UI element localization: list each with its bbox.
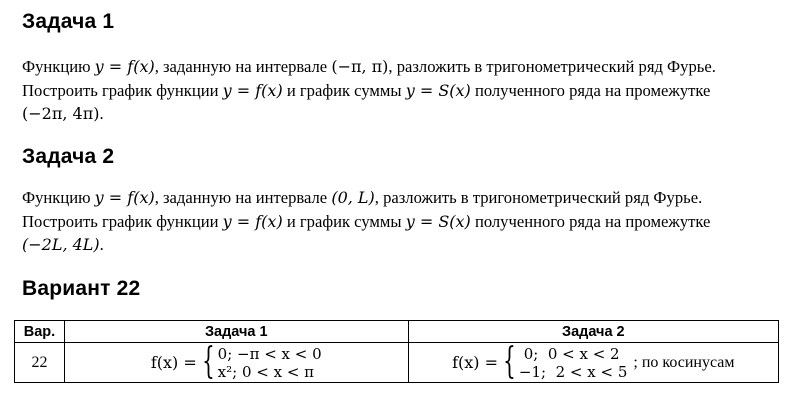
text-run: Построить график функции [22, 80, 223, 100]
text-run: , разложить в тригонометрический ряд Фурье. [388, 57, 716, 76]
text-run: полученного ряда на промежутке [470, 211, 711, 231]
variant-number: 22 [15, 343, 65, 383]
header-task1: Задача 1 [64, 321, 408, 343]
text-run: и график суммы [282, 80, 406, 100]
table-header-row [15, 321, 779, 343]
case-line: −1; 2 < x < 5 [518, 362, 628, 381]
text-run: , заданную на интервале [154, 57, 332, 76]
math-run: (0, L) [331, 188, 375, 207]
formula-lhs: f(x) = [150, 353, 197, 372]
task1-heading: Задача 1 [22, 10, 115, 33]
text-run: Построить график функции [22, 211, 223, 231]
formula-cases [218, 345, 322, 381]
task2-formula-cell [408, 340, 778, 383]
case-line: x²; 0 < x < π [217, 362, 315, 381]
math-run: (−π, π) [331, 57, 389, 76]
left-brace-icon: { [201, 340, 215, 382]
math-run: y = S(x) [405, 211, 471, 231]
case-line: 0; −π < x < 0 [217, 344, 322, 363]
task2-formula [452, 340, 735, 382]
text-run: , разложить в тригонометрический ряд Фурье. [374, 188, 703, 207]
variant-table [14, 320, 779, 383]
text-run: . [99, 104, 104, 123]
left-brace-icon: { [503, 340, 516, 382]
text-run: , заданную на интервале [154, 188, 332, 207]
math-run: (−2L, 4L) [22, 235, 100, 254]
math-run: y = f(x) [222, 80, 283, 100]
task1-line3 [22, 102, 782, 126]
text-run: Функцию [22, 188, 95, 207]
task2-line2 [22, 210, 782, 234]
table-row [15, 343, 779, 383]
task1-line1 [22, 55, 782, 79]
task2-text [22, 186, 782, 257]
task2-line3 [22, 233, 782, 257]
task1-formula [150, 340, 322, 382]
task2-line1 [22, 186, 782, 210]
formula-lhs: f(x) = [452, 353, 499, 372]
header-var: Вар. [15, 321, 65, 343]
header-task2: Задача 2 [408, 321, 778, 343]
math-run: (−2π, 4π) [22, 104, 100, 123]
formula-suffix: ; по косинусам [633, 353, 735, 371]
task1-text [22, 55, 782, 126]
text-run: . [99, 235, 104, 254]
text-run: полученного ряда на промежутке [470, 80, 711, 100]
task2-heading: Задача 2 [22, 145, 115, 168]
math-run: y = f(x) [222, 211, 283, 231]
variant-heading: Вариант 22 [22, 277, 141, 300]
text-run: и график суммы [282, 211, 406, 231]
task1-formula-cell [64, 340, 408, 383]
math-run: y = f(x) [94, 188, 155, 207]
text-run: Функцию [22, 57, 95, 76]
math-run: y = f(x) [94, 57, 155, 76]
task1-line2 [22, 79, 782, 103]
formula-cases [519, 345, 627, 381]
case-line: 0; 0 < x < 2 [518, 344, 620, 363]
math-run: y = S(x) [405, 80, 471, 100]
